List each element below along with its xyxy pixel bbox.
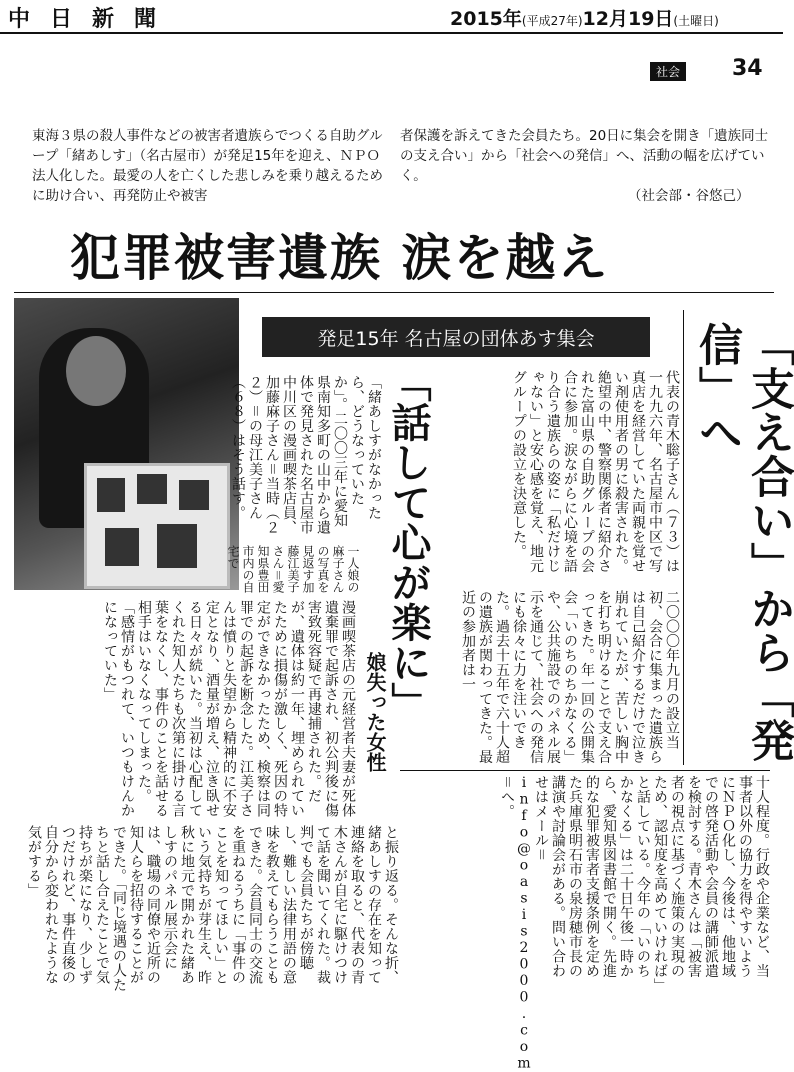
column-right-bottom: 十人程度。行政や企業など、当事者以外の協力を得やすいようにＮＰＯ化し、今後は、他地域での啓発活動や会員の講師派遣を検討する。青木さんは「被害者の視点に基づく施策の実現のため、認知度を高めていければ」と話している。今年の「いのちかなくる」は二十日午後一時から、愛知県図書館で開く。先進的な犯罪被害者支援条例を定めた兵庫県明石市の泉房穂市長の講演や討論会がある。問い合わせはメール＝info@oasis2000.com＝へ。 [499,775,770,1072]
story-headline: 「話して心が楽に」 [385,362,432,722]
story-column-mid: 漫画喫茶店の元経営者夫妻が死体遺棄罪で起訴され、初公判後に傷害致死容疑で再逮捕された。だが、遺体は約一年、埋められていたために損傷が激しく、死因の特定ができなかったため、検察は同罪での起訴を断念した。江美子さんは憤りと失望から精神的に不安定となり、酒量が増え、泣き臥せる日々が続いた。当初は心配してくれた知人たちも次第に掛ける言葉をなくし、事件のことを話せる相手はいなくなってしまった。「感情がもつれて、いつもけんかになっていた」 [102,600,356,818]
date-year: 2015年 [450,8,522,30]
story-subhead: 娘失った女性 [363,652,387,772]
column-divider [683,310,684,765]
issue-date [450,4,719,31]
story-column-bottom: と振り返る。そんな折、緒あしすの存在を知って連絡を取ると、代表の青木さんが自宅に駆けつけて話を聞いてくれた。裁判でも会員たちが傍聴し、難しい法律用語の意味を教えてもらうこともできた。会員同士の交流を重ねるうちに「事件のことを知ってほしい」という気持ちが芽生え、昨秋に地元で開かれた緒あしすのパネル展示会には、職場の同僚や近所の知人らを招待することができた。「同じ境遇の人たちと話し合えたことで気持ちが楽になり、少しずつだけれど、事件直後の自分から変われたような気がする」 [26,825,399,992]
story-column-top: 「緒あしすがなかったら、どうなっていたか」。二〇〇三年に愛知県南知多町の山中から遺体で発見された名古屋市中川区の漫画喫茶店員、加藤麻子さん＝当時（２２）＝の母江美子さん（６８）はそう話す。 [230,375,382,535]
date-weekday: (土曜日) [673,14,719,28]
masthead-rule [0,32,783,34]
photo-caption: 一人娘の麻子さんの写真を見返す加藤江美子さん＝愛知県豊田市内の自宅で [226,545,360,593]
headline: 犯罪被害遺族 涙を越え [70,228,610,287]
masthead: 中日新聞 [8,7,177,32]
lead-left: 東海３県の殺人事件などの被害者遺族らでつくる自助グループ「緒あしす」（名古屋市）が発足15年を迎え、ＮＰＯ法人化した。最愛の人を亡くした悲しみを乗り越えるために助け合い、再発防止や被害 [32,128,383,204]
photo-head [66,336,126,406]
byline: （社会部・谷悠己） [628,188,750,204]
photo-frame [84,463,230,589]
sidebar-headline: 「支え合い」から「発信」へ [691,322,794,762]
lead-right: 者保護を訴えてきた会員たち。20日に集会を開き「遺族同士の支え合い」から「社会への発信」へ、活動の幅を広げていく。 [400,128,769,184]
date-era: (平成27年) [521,14,583,28]
headline-rule [14,292,774,293]
page-number: 34 [732,56,763,81]
photo [14,298,239,590]
banner: 発足15年 名古屋の団体あす集会 [262,317,650,357]
section-divider [400,770,770,771]
column-right-mid: 二〇〇〇年九月の設立当初、会合に集まった遺族らは自己紹介するだけで泣き崩れていたが、苦しい胸中を打ち明けることで支え合ってきた。年一回の公開集会「いのちのちかなくる」や、公共施設でのパネル展示を通じて、社会への発信にも徐々に力を注いできた。過去十五年で六十人超の遺族が関わってきた。最近の参加者は一 [460,590,680,764]
date-day: 12月19日 [582,8,674,30]
section-label: 社会 [650,62,686,81]
column-right-top: 代表の青木聡子さん（７３）は一九九六年、名古屋市中区で写真店を経営していた両親を覚せい剤使用者の男に殺害された。絶望の中、警察関係者に紹介された富山県の自助グループの会合に参加。涙ながらに心境を語り合う遺族らの姿に「私だけじゃない」と安心感を覚え、地元グループの設立を決意した。 [511,370,680,573]
